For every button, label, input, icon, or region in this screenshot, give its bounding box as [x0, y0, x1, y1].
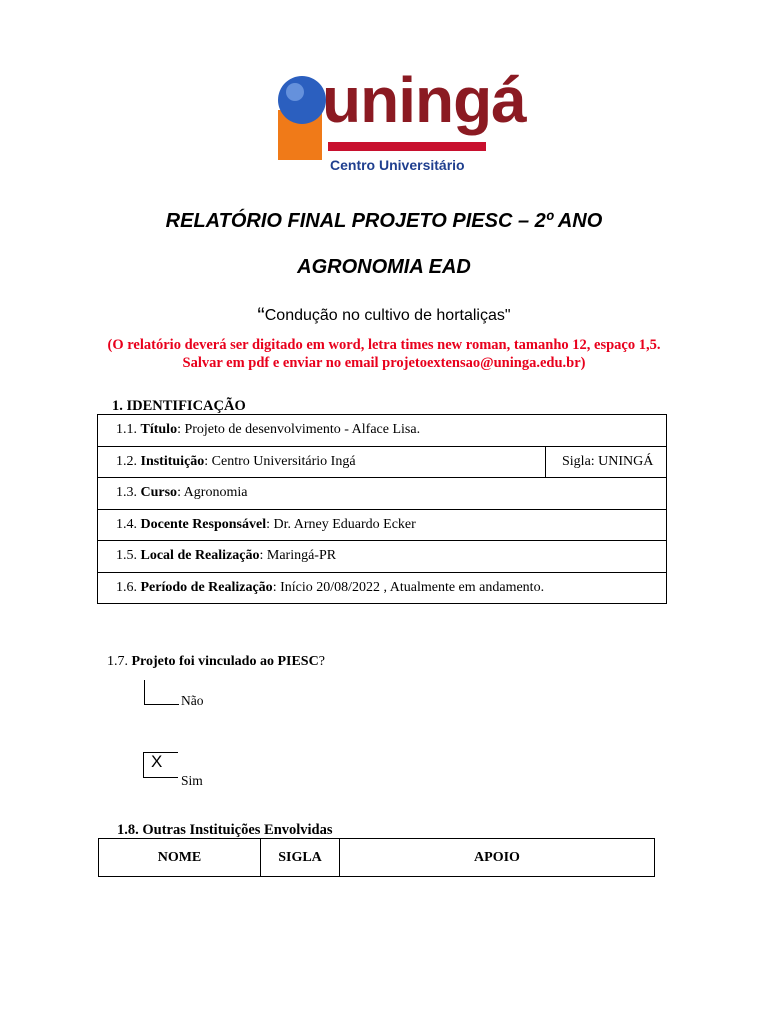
question-mark: ?: [318, 654, 325, 669]
table-row: [98, 572, 667, 604]
row-number: 1.2.: [116, 453, 137, 469]
instructions-note: (O relatório deverá ser digitado em word, letra times new roman, tamanho 12, espaço 1,5. Salvar em pdf e enviar no email projetoextensao@uninga.edu.br): [107, 337, 661, 371]
other-institutions-table: [98, 838, 655, 877]
table-cell: [98, 572, 667, 604]
section-other-institutions-heading: 1.8. Outras Instituições Envolvidas: [117, 822, 333, 838]
row-value: : Início 20/08/2022 , Atualmente em andamento.: [272, 579, 545, 595]
column-header-apoio: APOIO: [340, 839, 655, 877]
question-text: Projeto foi vinculado ao PIESC: [131, 654, 319, 669]
row-value: : Centro Universitário Ingá: [204, 453, 356, 469]
row-label: Instituição: [140, 453, 205, 469]
row-number: 1.4.: [116, 516, 137, 532]
option-label-nao: Não: [181, 693, 204, 708]
row-label: Período de Realização: [140, 579, 273, 595]
logo-blue-sphere: [278, 76, 326, 124]
close-quote: ": [504, 307, 511, 324]
row-value: : Dr. Arney Eduardo Ecker: [266, 516, 416, 532]
question-number: 1.7.: [107, 654, 128, 669]
course-heading: AGRONOMIA EAD: [297, 256, 471, 278]
checkbox-checked-mark: X: [151, 752, 163, 771]
sigla-cell: Sigla: UNINGÁ: [546, 446, 667, 478]
row-value: : Maringá-PR: [259, 548, 337, 564]
report-title: RELATÓRIO FINAL PROJETO PIESC – 2º ANO: [165, 210, 603, 232]
question-piesc: [107, 654, 325, 670]
table-row: [98, 478, 667, 510]
table-cell: [98, 541, 667, 573]
option-label-sim: Sim: [181, 773, 203, 788]
table-row: [98, 446, 667, 478]
row-number: 1.3.: [116, 485, 137, 501]
table-cell: [98, 509, 667, 541]
row-value: : Projeto de desenvolvimento - Alface Lisa.: [177, 422, 421, 438]
row-number: 1.1.: [116, 422, 137, 438]
table-row: [98, 509, 667, 541]
uninga-logo: [270, 64, 526, 178]
row-number: 1.5.: [116, 548, 137, 564]
section-identification-heading: 1. IDENTIFICAÇÃO: [112, 398, 246, 414]
row-number: 1.6.: [116, 579, 137, 595]
table-cell: [98, 446, 546, 478]
theme-text: Condução no cultivo de hortaliças: [264, 307, 505, 324]
table-cell: [98, 415, 667, 447]
column-header-nome: NOME: [99, 839, 261, 877]
row-value: : Agronomia: [177, 485, 248, 501]
row-label: Local de Realização: [140, 548, 260, 564]
table-row: [98, 415, 667, 447]
table-row: [98, 541, 667, 573]
logo-red-bar: [328, 142, 486, 151]
open-quote: “: [257, 303, 265, 328]
checkbox-nao[interactable]: [144, 680, 179, 705]
table-header-row: [99, 839, 655, 877]
table-cell: [98, 478, 667, 510]
column-header-sigla: SIGLA: [261, 839, 340, 877]
logo-wordmark: uningá: [322, 64, 526, 136]
row-label: Docente Responsável: [140, 516, 267, 532]
logo-subtitle: Centro Universitário: [330, 157, 465, 173]
identification-table: [97, 414, 667, 604]
project-theme: [0, 303, 768, 329]
row-label: Curso: [140, 485, 178, 501]
row-label: Título: [140, 422, 178, 438]
